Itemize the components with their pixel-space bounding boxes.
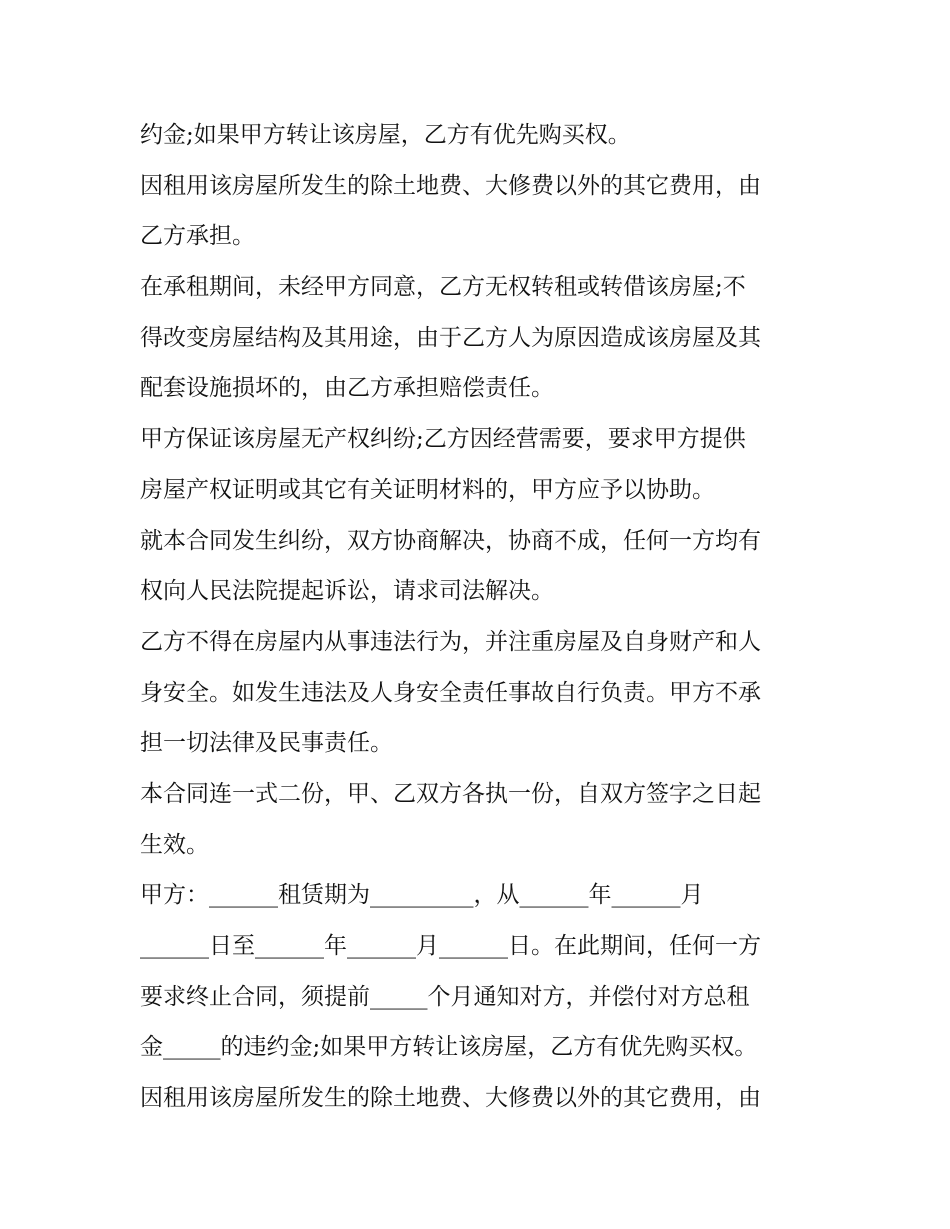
text-line: 本合同连一式二份，甲、乙双方各执一份，自双方签字之日起 [140, 780, 761, 807]
text-line: 房屋产权证明或其它有关证明材料的，甲方应予以协助。 [140, 476, 715, 503]
text-line: 甲方：______租赁期为_________，从______年______月 [140, 882, 704, 909]
text-line: 得改变房屋结构及其用途，由于乙方人为原因造成该房屋及其 [140, 324, 761, 351]
text-line: 乙方承担。 [140, 223, 255, 250]
text-line: 金_____的违约金;如果甲方转让该房屋，乙方有优先购买权。 [140, 1034, 758, 1061]
text-line: 权向人民法院提起诉讼，请求司法解决。 [140, 578, 554, 605]
text-line: 乙方不得在房屋内从事违法行为，并注重房屋及自身财产和人 [140, 628, 761, 655]
text-line: ______日至______年______月______日。在此期间，任何一方 [140, 933, 761, 959]
text-line: 身安全。如发生违法及人身安全责任事故自行负责。甲方不承 [140, 679, 761, 706]
text-line: 要求终止合同，须提前_____个月通知对方，并偿付对方总租 [140, 983, 750, 1010]
text-line: 甲方保证该房屋无产权纠纷;乙方因经营需要，要求甲方提供 [140, 426, 746, 453]
text-line: 在承租期间，未经甲方同意，乙方无权转租或转借该房屋;不 [140, 274, 746, 301]
text-line: 生效。 [140, 831, 209, 858]
text-line: 约金;如果甲方转让该房屋，乙方有优先购买权。 [140, 122, 631, 148]
text-line: 配套设施损坏的，由乙方承担赔偿责任。 [140, 375, 554, 402]
text-line: 因租用该房屋所发生的除土地费、大修费以外的其它费用，由 [140, 172, 761, 199]
contract-text-body [140, 110, 830, 1124]
text-line: 担一切法律及民事责任。 [140, 730, 393, 757]
text-line: 因租用该房屋所发生的除土地费、大修费以外的其它费用，由 [140, 1085, 761, 1112]
text-line: 就本合同发生纠纷，双方协商解决，协商不成，任何一方均有 [140, 527, 761, 554]
